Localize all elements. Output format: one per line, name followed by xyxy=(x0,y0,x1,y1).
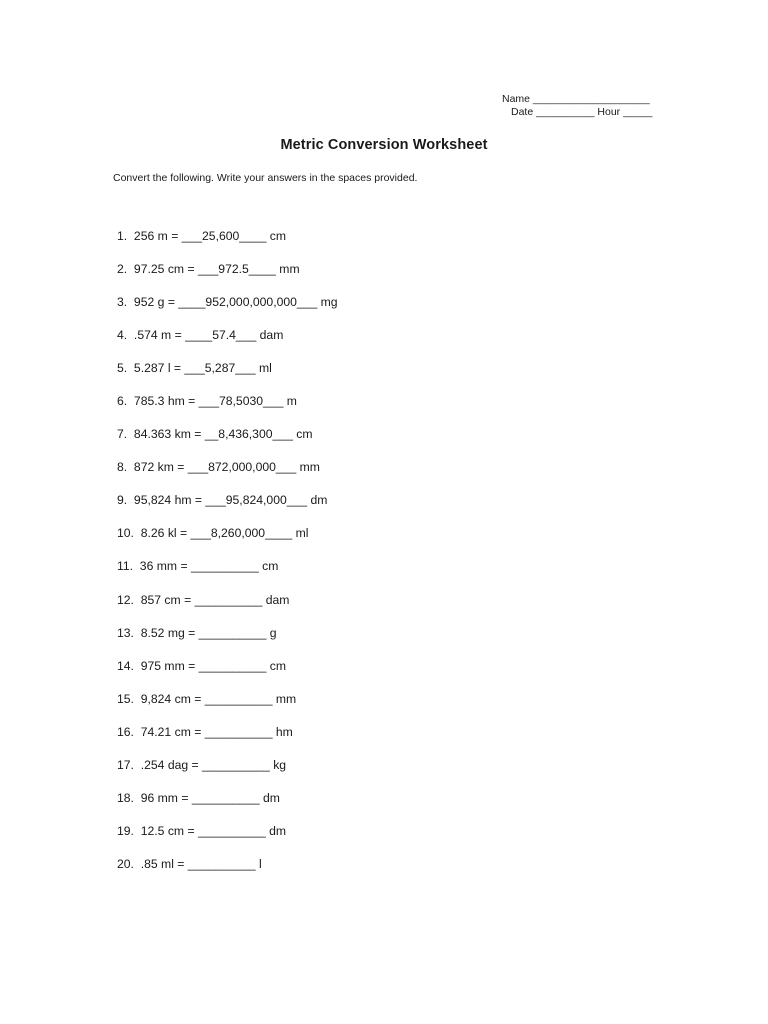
problem-item: 16. 74.21 cm = __________ hm xyxy=(117,724,293,739)
problem-list xyxy=(117,228,338,889)
problem-item: 13. 8.52 mg = __________ g xyxy=(117,625,277,640)
date-hour-line: Date __________ Hour _____ xyxy=(511,105,653,118)
problem-item: 1. 256 m = ___25,600____ cm xyxy=(117,229,287,243)
problem-item: 18. 96 mm = __________ dm xyxy=(117,790,280,805)
problem-item: 17. .254 dag = __________ kg xyxy=(117,757,287,772)
problem-item: 20. .85 ml = __________ l xyxy=(117,856,262,871)
problem-item: 10. 8.26 kl = ___8,260,000____ ml xyxy=(117,526,309,541)
problem-item: 4. .574 m = ____57.4___ dam xyxy=(117,328,284,343)
problem-item: 7. 84.363 km = __8,436,300___ cm xyxy=(117,427,313,442)
problem-item: 3. 952 g = ____952,000,000,000___ mg xyxy=(117,295,338,310)
problem-item: 15. 9,824 cm = __________ mm xyxy=(117,691,297,706)
problem-item: 11. 36 mm = __________ cm xyxy=(117,559,279,574)
problem-item: 5. 5.287 l = ___5,287___ ml xyxy=(117,361,272,376)
problem-item: 12. 857 cm = __________ dam xyxy=(117,592,290,607)
problem-item: 19. 12.5 cm = __________ dm xyxy=(117,823,287,838)
instructions: Convert the following. Write your answers in the spaces provided. xyxy=(113,172,418,184)
name-line: Name ____________________ xyxy=(502,93,650,105)
problem-item: 6. 785.3 hm = ___78,5030___ m xyxy=(117,394,297,409)
page-title: Metric Conversion Worksheet xyxy=(280,137,488,153)
student-info-header xyxy=(502,93,652,118)
problem-item: 8. 872 km = ___872,000,000___ mm xyxy=(117,460,320,475)
problem-item: 2. 97.25 cm = ___972.5____ mm xyxy=(117,262,300,277)
problem-item: 9. 95,824 hm = ___95,824,000___ dm xyxy=(117,493,328,508)
problem-item: 14. 975 mm = __________ cm xyxy=(117,658,287,673)
